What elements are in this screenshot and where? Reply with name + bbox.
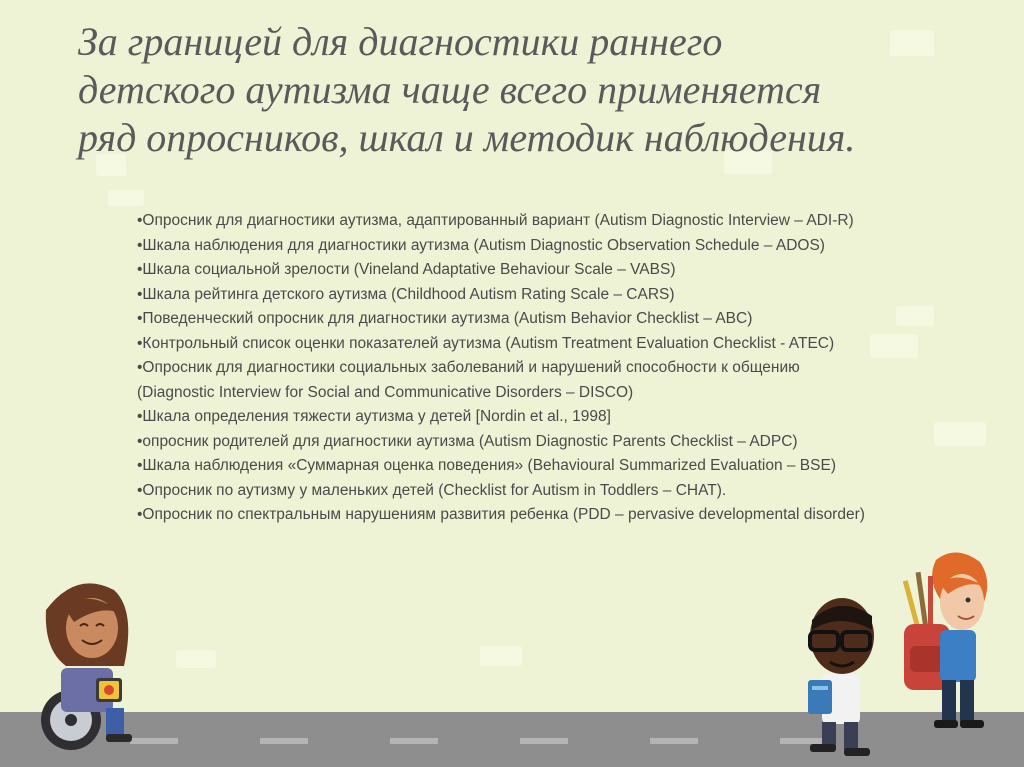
girl-in-wheelchair-illustration bbox=[36, 570, 146, 755]
methods-list bbox=[137, 209, 877, 528]
list-item: •Шкала определения тяжести аутизма у детей [Nordin et al., 1998] bbox=[137, 408, 611, 425]
slide-title bbox=[78, 18, 978, 162]
list-item: •Опросник по аутизму у маленьких детей (Checklist for Autism in Toddlers – CHAT). bbox=[137, 481, 727, 499]
boy-with-glasses-illustration bbox=[800, 590, 880, 760]
list-item: •Опросник по спектральным нарушениям развития ребенка (PDD – pervasive developmental disorder) bbox=[137, 506, 865, 523]
list-item: •Поведенческий опросник для диагностики аутизма (Autism Behavior Checklist – ABC) bbox=[137, 310, 753, 327]
list-item: •Шкала социальной зрелости (Vineland Adaptative Behaviour Scale – VABS) bbox=[137, 261, 676, 278]
title-line: За границей для диагностики раннего bbox=[78, 19, 723, 64]
title-line: ряд опросников, шкал и методик наблюдения. bbox=[78, 115, 856, 160]
list-item: •Опросник для диагностики социальных заболеваний и нарушений способности к общению (Diagnostic Interview for Social and Communicative Disorders – DISCO) bbox=[137, 359, 800, 401]
list-item: •Опросник для диагностики аутизма, адаптированный вариант (Autism Diagnostic Interview – ADI-R) bbox=[137, 212, 854, 229]
list-item: •Контрольный список оценки показателей аутизма (Autism Treatment Evaluation Checklist - ATEC) bbox=[137, 334, 835, 352]
boy-with-backpack-illustration bbox=[896, 550, 996, 745]
list-item: •Шкала наблюдения для диагностики аутизма (Autism Diagnostic Observation Schedule – ADOS) bbox=[137, 236, 825, 254]
list-item: •Шкала наблюдения «Суммарная оценка поведения» (Behavioural Summarized Evaluation – BSE) bbox=[137, 457, 836, 474]
list-item: •опросник родителей для диагностики аутизма (Autism Diagnostic Parents Checklist – ADPC) bbox=[137, 432, 798, 450]
title-line: детского аутизма чаще всего применяется bbox=[78, 67, 822, 112]
list-item: •Шкала рейтинга детского аутизма (Childhood Autism Rating Scale – CARS) bbox=[137, 285, 675, 303]
